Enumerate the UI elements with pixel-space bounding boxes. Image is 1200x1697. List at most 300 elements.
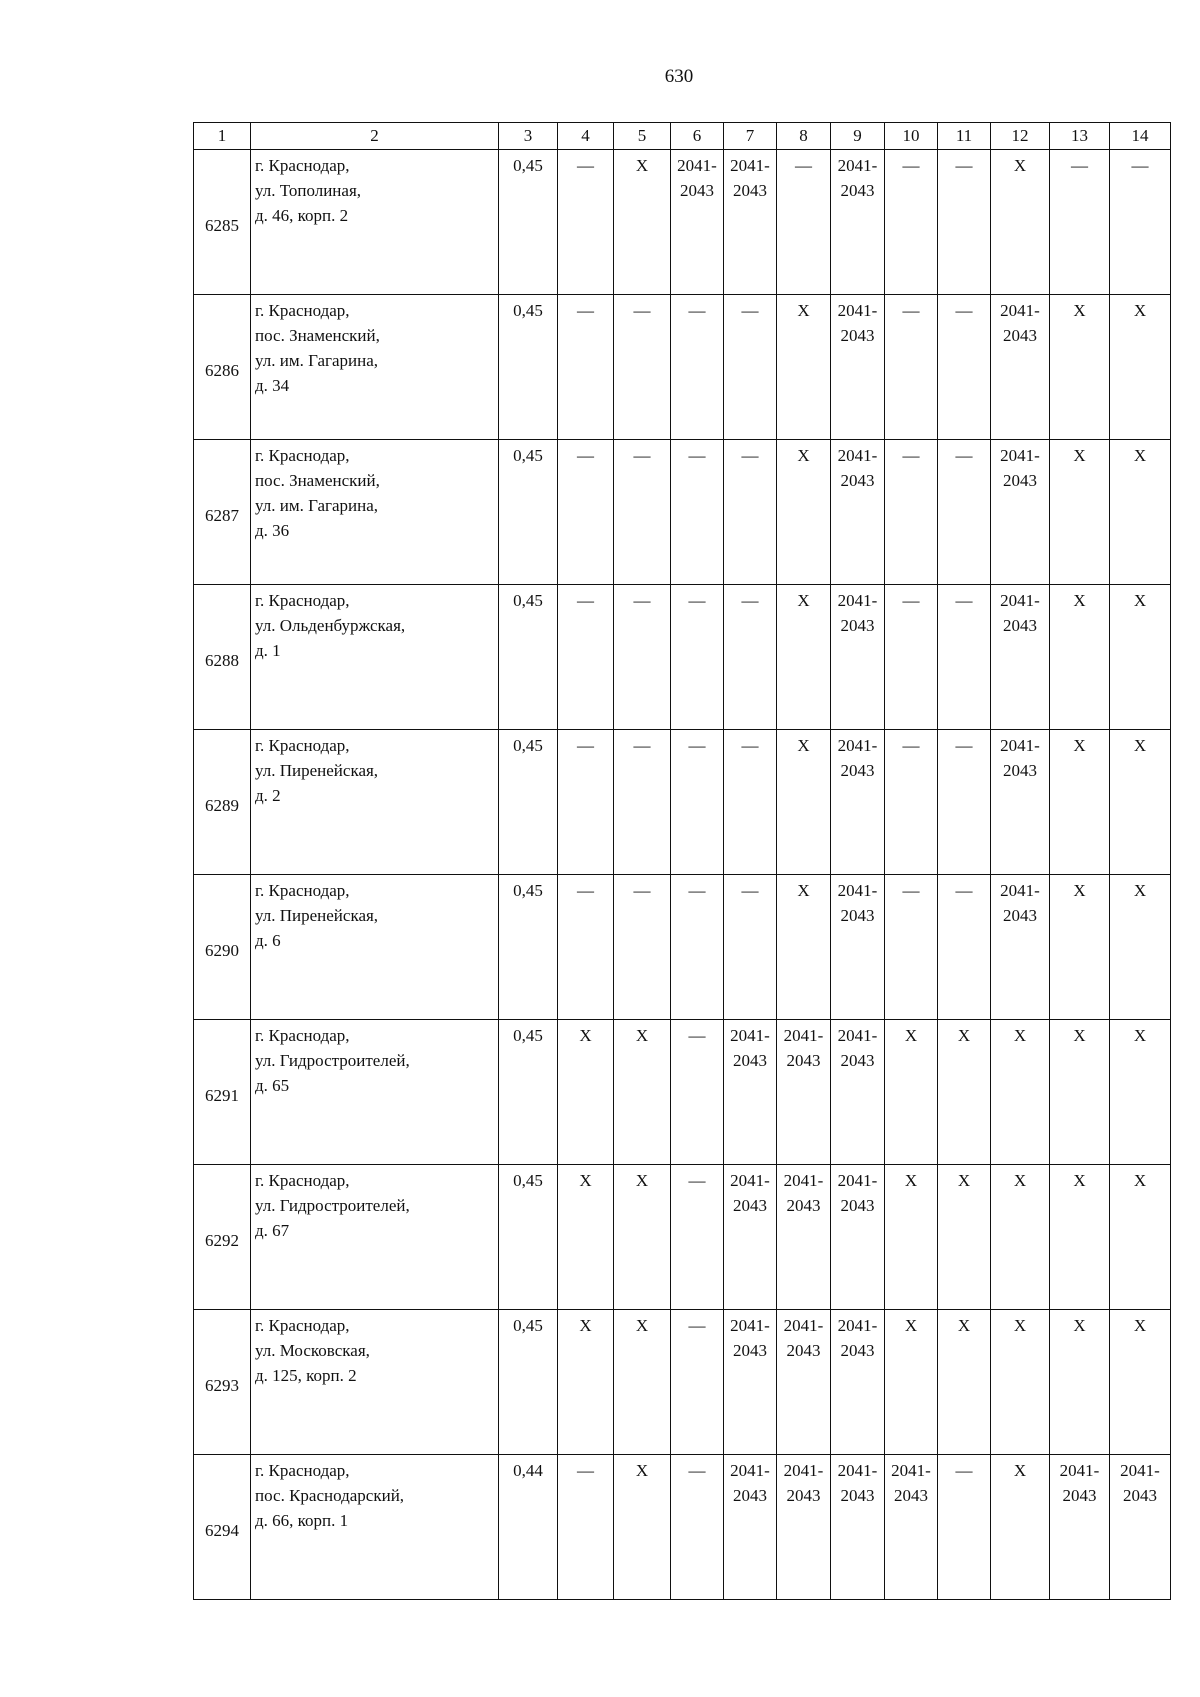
cell-value: 2041- 2043 (891, 1461, 931, 1505)
cell-value: — (955, 1461, 973, 1480)
value-cell (614, 1020, 671, 1165)
cell-value: — (577, 446, 594, 465)
table-row (194, 585, 1171, 730)
value-cell (1050, 295, 1110, 440)
cell-value: 0,45 (513, 1171, 543, 1190)
value-cell (1110, 295, 1171, 440)
cell-value: Х (797, 446, 810, 465)
value-cell (614, 875, 671, 1020)
value-cell (991, 1310, 1050, 1455)
row-number: 6293 (205, 1375, 239, 1395)
cell-value: — (955, 736, 973, 755)
cell-value: 2041- 2043 (730, 1316, 770, 1360)
cell-value: — (1071, 156, 1088, 175)
value-cell (614, 150, 671, 295)
value-cell (885, 875, 938, 1020)
row-number: 6289 (205, 795, 239, 815)
cell-value: 2041- 2043 (837, 1026, 878, 1070)
value-cell (991, 585, 1050, 730)
value-cell (991, 150, 1050, 295)
table-row (194, 295, 1171, 440)
value-cell (499, 150, 558, 295)
cell-value: 2041- 2043 (1000, 301, 1040, 345)
cell-value: — (633, 301, 651, 320)
table-row (194, 1020, 1171, 1165)
row-number: 6294 (205, 1520, 239, 1540)
value-cell (499, 1455, 558, 1600)
cell-value: — (688, 446, 706, 465)
cell-value: Х (957, 1026, 971, 1045)
row-number-cell (194, 1310, 251, 1455)
table-row (194, 1455, 1171, 1600)
value-cell (831, 875, 885, 1020)
cell-value: — (955, 301, 973, 320)
cell-value: — (688, 1316, 706, 1335)
address-text: г. Краснодар, пос. Краснодарский, д. 66, корп. 1 (255, 1461, 405, 1530)
cell-value: — (688, 591, 706, 610)
value-cell (671, 730, 724, 875)
cell-value: Х (635, 156, 649, 175)
address-text: г. Краснодар, пос. Знаменский, ул. им. Гагарина, д. 36 (255, 446, 380, 540)
value-cell (499, 1165, 558, 1310)
cell-value: 0,45 (513, 156, 543, 175)
value-cell (724, 585, 777, 730)
value-cell (1110, 150, 1171, 295)
cell-value: 2041- 2043 (837, 736, 878, 780)
value-cell (1050, 1165, 1110, 1310)
value-cell (885, 440, 938, 585)
value-cell (938, 295, 991, 440)
value-cell (558, 1165, 614, 1310)
value-cell (614, 440, 671, 585)
cell-value: Х (797, 591, 810, 610)
value-cell (558, 1310, 614, 1455)
cell-value: Х (1013, 1171, 1027, 1190)
value-cell (1050, 1020, 1110, 1165)
cell-value: — (577, 1461, 594, 1480)
value-cell (938, 585, 991, 730)
cell-value: Х (635, 1026, 649, 1045)
value-cell (1050, 585, 1110, 730)
table-row (194, 1165, 1171, 1310)
value-cell (558, 295, 614, 440)
cell-value: 0,45 (513, 1316, 543, 1335)
value-cell (885, 295, 938, 440)
row-number-cell (194, 440, 251, 585)
cell-value: Х (579, 1026, 592, 1045)
cell-value: Х (904, 1171, 918, 1190)
cell-value: 2041- 2043 (677, 156, 717, 200)
value-cell (885, 1310, 938, 1455)
cell-value: Х (1073, 446, 1086, 465)
row-number-cell (194, 1455, 251, 1600)
cell-value: 2041- 2043 (783, 1171, 824, 1215)
value-cell (991, 730, 1050, 875)
value-cell (1110, 1310, 1171, 1455)
row-number: 6285 (205, 215, 239, 235)
value-cell (671, 585, 724, 730)
value-cell (1050, 730, 1110, 875)
cell-value: — (577, 736, 594, 755)
address-cell (251, 730, 499, 875)
cell-value: 0,45 (513, 881, 543, 900)
column-header: 6 (671, 123, 724, 150)
column-header: 5 (614, 123, 671, 150)
value-cell (831, 295, 885, 440)
cell-value: — (577, 156, 594, 175)
cell-value: Х (1133, 301, 1147, 320)
row-number: 6292 (205, 1230, 239, 1250)
value-cell (991, 1455, 1050, 1600)
value-cell (499, 875, 558, 1020)
value-cell (671, 875, 724, 1020)
cell-value: 2041- 2043 (1120, 1461, 1160, 1505)
cell-value: Х (1013, 1461, 1027, 1480)
cell-value: Х (1013, 156, 1027, 175)
value-cell (558, 730, 614, 875)
value-cell (558, 1020, 614, 1165)
column-header: 12 (991, 123, 1050, 150)
value-cell (724, 295, 777, 440)
cell-value: — (688, 1171, 706, 1190)
cell-value: — (741, 301, 759, 320)
cell-value: 2041- 2043 (837, 301, 878, 345)
value-cell (991, 1165, 1050, 1310)
value-cell (558, 440, 614, 585)
cell-value: 0,45 (513, 1026, 543, 1045)
value-cell (499, 1310, 558, 1455)
value-cell (724, 150, 777, 295)
column-header: 13 (1050, 123, 1110, 150)
value-cell (671, 295, 724, 440)
value-cell (671, 440, 724, 585)
value-cell (671, 150, 724, 295)
value-cell (777, 1020, 831, 1165)
cell-value: — (688, 736, 706, 755)
header-row (194, 123, 1171, 150)
cell-value: Х (1133, 736, 1147, 755)
value-cell (831, 150, 885, 295)
value-cell (777, 585, 831, 730)
address-cell (251, 295, 499, 440)
cell-value: — (577, 301, 594, 320)
column-header: 8 (777, 123, 831, 150)
cell-value: Х (579, 1171, 592, 1190)
row-number-cell (194, 585, 251, 730)
value-cell (724, 730, 777, 875)
value-cell (1110, 730, 1171, 875)
value-cell (614, 1165, 671, 1310)
cell-value: Х (797, 736, 810, 755)
value-cell (499, 1020, 558, 1165)
cell-value: — (955, 881, 973, 900)
cell-value: Х (904, 1026, 918, 1045)
cell-value: 2041- 2043 (730, 1171, 770, 1215)
value-cell (777, 440, 831, 585)
cell-value: — (577, 591, 594, 610)
cell-value: — (902, 156, 920, 175)
cell-value: — (633, 591, 651, 610)
row-number: 6290 (205, 940, 239, 960)
cell-value: — (688, 1461, 706, 1480)
value-cell (724, 1310, 777, 1455)
cell-value: 2041- 2043 (783, 1461, 824, 1505)
cell-value: Х (957, 1316, 971, 1335)
cell-value: 2041- 2043 (837, 1316, 878, 1360)
cell-value: Х (1133, 1316, 1147, 1335)
cell-value: 2041- 2043 (837, 1171, 878, 1215)
cell-value: 2041- 2043 (1000, 591, 1040, 635)
cell-value: 2041- 2043 (730, 156, 770, 200)
address-cell (251, 150, 499, 295)
value-cell (831, 1310, 885, 1455)
cell-value: — (902, 591, 920, 610)
cell-value: 2041- 2043 (837, 881, 878, 925)
cell-value: 2041- 2043 (837, 591, 878, 635)
row-number: 6288 (205, 650, 239, 670)
value-cell (1110, 1455, 1171, 1600)
value-cell (1050, 1310, 1110, 1455)
value-cell (831, 1455, 885, 1600)
cell-value: Х (797, 301, 810, 320)
value-cell (938, 1310, 991, 1455)
value-cell (1050, 150, 1110, 295)
column-header: 11 (938, 123, 991, 150)
value-cell (614, 1310, 671, 1455)
value-cell (614, 1455, 671, 1600)
cell-value: Х (904, 1316, 918, 1335)
column-header: 1 (194, 123, 251, 150)
value-cell (558, 585, 614, 730)
value-cell (671, 1455, 724, 1600)
value-cell (991, 295, 1050, 440)
cell-value: — (741, 736, 759, 755)
value-cell (831, 730, 885, 875)
address-cell (251, 1020, 499, 1165)
cell-value: — (1131, 156, 1149, 175)
address-text: г. Краснодар, ул. Пиренейская, д. 6 (255, 881, 379, 950)
cell-value: — (902, 446, 920, 465)
cell-value: 2041- 2043 (1000, 446, 1040, 490)
row-number-cell (194, 730, 251, 875)
row-number: 6286 (205, 360, 239, 380)
row-number: 6287 (205, 505, 239, 525)
cell-value: 2041- 2043 (783, 1316, 824, 1360)
table-row (194, 440, 1171, 585)
value-cell (1050, 440, 1110, 585)
cell-value: Х (1073, 1316, 1086, 1335)
cell-value: — (955, 446, 973, 465)
value-cell (885, 730, 938, 875)
cell-value: Х (635, 1171, 649, 1190)
value-cell (671, 1310, 724, 1455)
cell-value: — (688, 1026, 706, 1045)
cell-value: 2041- 2043 (1059, 1461, 1100, 1505)
value-cell (885, 585, 938, 730)
value-cell (724, 1455, 777, 1600)
value-cell (558, 150, 614, 295)
cell-value: Х (635, 1461, 649, 1480)
value-cell (885, 1020, 938, 1165)
value-cell (1110, 1165, 1171, 1310)
row-number-cell (194, 1020, 251, 1165)
value-cell (831, 585, 885, 730)
cell-value: Х (1013, 1316, 1027, 1335)
value-cell (1050, 875, 1110, 1020)
address-text: г. Краснодар, ул. Ольденбуржская, д. 1 (255, 591, 406, 660)
column-header: 3 (499, 123, 558, 150)
value-cell (777, 1165, 831, 1310)
value-cell (614, 730, 671, 875)
cell-value: 0,45 (513, 301, 543, 320)
value-cell (938, 1455, 991, 1600)
cell-value: 2041- 2043 (837, 1461, 878, 1505)
value-cell (671, 1020, 724, 1165)
cell-value: — (795, 156, 812, 175)
address-cell (251, 1455, 499, 1600)
value-cell (777, 1455, 831, 1600)
value-cell (991, 440, 1050, 585)
cell-value: Х (1133, 446, 1147, 465)
cell-value: Х (1073, 1171, 1086, 1190)
address-text: г. Краснодар, ул. Гидростроителей, д. 65 (255, 1026, 410, 1095)
cell-value: Х (957, 1171, 971, 1190)
value-cell (499, 295, 558, 440)
value-cell (724, 1165, 777, 1310)
cell-value: 0,45 (513, 736, 543, 755)
value-cell (558, 1455, 614, 1600)
cell-value: Х (1073, 591, 1086, 610)
address-cell (251, 585, 499, 730)
value-cell (938, 1165, 991, 1310)
value-cell (938, 730, 991, 875)
cell-value: 2041- 2043 (1000, 736, 1040, 780)
value-cell (885, 150, 938, 295)
column-header: 9 (831, 123, 885, 150)
value-cell (1050, 1455, 1110, 1600)
cell-value: — (902, 301, 920, 320)
table-row (194, 1310, 1171, 1455)
cell-value: — (633, 446, 651, 465)
value-cell (499, 440, 558, 585)
table-row (194, 730, 1171, 875)
column-header: 14 (1110, 123, 1171, 150)
cell-value: Х (1073, 301, 1086, 320)
cell-value: — (902, 736, 920, 755)
column-header: 2 (251, 123, 499, 150)
cell-value: Х (1133, 881, 1147, 900)
cell-value: 2041- 2043 (730, 1026, 770, 1070)
address-cell (251, 875, 499, 1020)
cell-value: Х (1133, 1171, 1147, 1190)
address-text: г. Краснодар, ул. Пиренейская, д. 2 (255, 736, 379, 805)
cell-value: — (902, 881, 920, 900)
value-cell (777, 1310, 831, 1455)
value-cell (777, 295, 831, 440)
value-cell (777, 150, 831, 295)
cell-value: — (633, 736, 651, 755)
table-row (194, 150, 1171, 295)
cell-value: 2041- 2043 (730, 1461, 770, 1505)
cell-value: Х (1073, 881, 1086, 900)
cell-value: — (577, 881, 594, 900)
value-cell (885, 1165, 938, 1310)
page-number: 630 (664, 66, 694, 87)
address-text: г. Краснодар, ул. Тополиная, д. 46, корп. 2 (255, 156, 362, 225)
column-header: 7 (724, 123, 777, 150)
cell-value: — (955, 591, 973, 610)
value-cell (671, 1165, 724, 1310)
address-text: г. Краснодар, ул. Гидростроителей, д. 67 (255, 1171, 410, 1240)
value-cell (724, 875, 777, 1020)
value-cell (614, 295, 671, 440)
value-cell (777, 730, 831, 875)
data-table (193, 122, 1171, 1600)
column-header: 4 (558, 123, 614, 150)
row-number-cell (194, 875, 251, 1020)
value-cell (991, 1020, 1050, 1165)
value-cell (1110, 875, 1171, 1020)
value-cell (885, 1455, 938, 1600)
value-cell (499, 585, 558, 730)
value-cell (831, 440, 885, 585)
value-cell (991, 875, 1050, 1020)
address-cell (251, 1165, 499, 1310)
address-cell (251, 1310, 499, 1455)
cell-value: 2041- 2043 (837, 446, 878, 490)
cell-value: Х (1073, 736, 1086, 755)
cell-value: Х (1133, 1026, 1147, 1045)
address-text: г. Краснодар, пос. Знаменский, ул. им. Гагарина, д. 34 (255, 301, 380, 395)
cell-value: — (955, 156, 973, 175)
column-header: 10 (885, 123, 938, 150)
value-cell (938, 150, 991, 295)
cell-value: — (688, 301, 706, 320)
value-cell (777, 875, 831, 1020)
address-text: г. Краснодар, ул. Московская, д. 125, корп. 2 (255, 1316, 370, 1385)
cell-value: Х (635, 1316, 649, 1335)
cell-value: 2041- 2043 (783, 1026, 824, 1070)
value-cell (724, 440, 777, 585)
cell-value: 2041- 2043 (837, 156, 878, 200)
value-cell (1110, 440, 1171, 585)
table-row (194, 875, 1171, 1020)
cell-value: — (741, 446, 759, 465)
value-cell (1110, 585, 1171, 730)
cell-value: Х (1073, 1026, 1086, 1045)
row-number-cell (194, 1165, 251, 1310)
cell-value: Х (1013, 1026, 1027, 1045)
value-cell (938, 440, 991, 585)
cell-value: — (741, 881, 759, 900)
value-cell (831, 1165, 885, 1310)
row-number-cell (194, 150, 251, 295)
cell-value: Х (1133, 591, 1147, 610)
cell-value: — (633, 881, 651, 900)
value-cell (938, 875, 991, 1020)
cell-value: 0,44 (513, 1461, 543, 1480)
cell-value: — (741, 591, 759, 610)
cell-value: 0,45 (513, 446, 543, 465)
cell-value: 2041- 2043 (1000, 881, 1040, 925)
value-cell (1110, 1020, 1171, 1165)
value-cell (499, 730, 558, 875)
cell-value: Х (579, 1316, 592, 1335)
row-number: 6291 (205, 1085, 239, 1105)
value-cell (724, 1020, 777, 1165)
cell-value: — (688, 881, 706, 900)
address-cell (251, 440, 499, 585)
